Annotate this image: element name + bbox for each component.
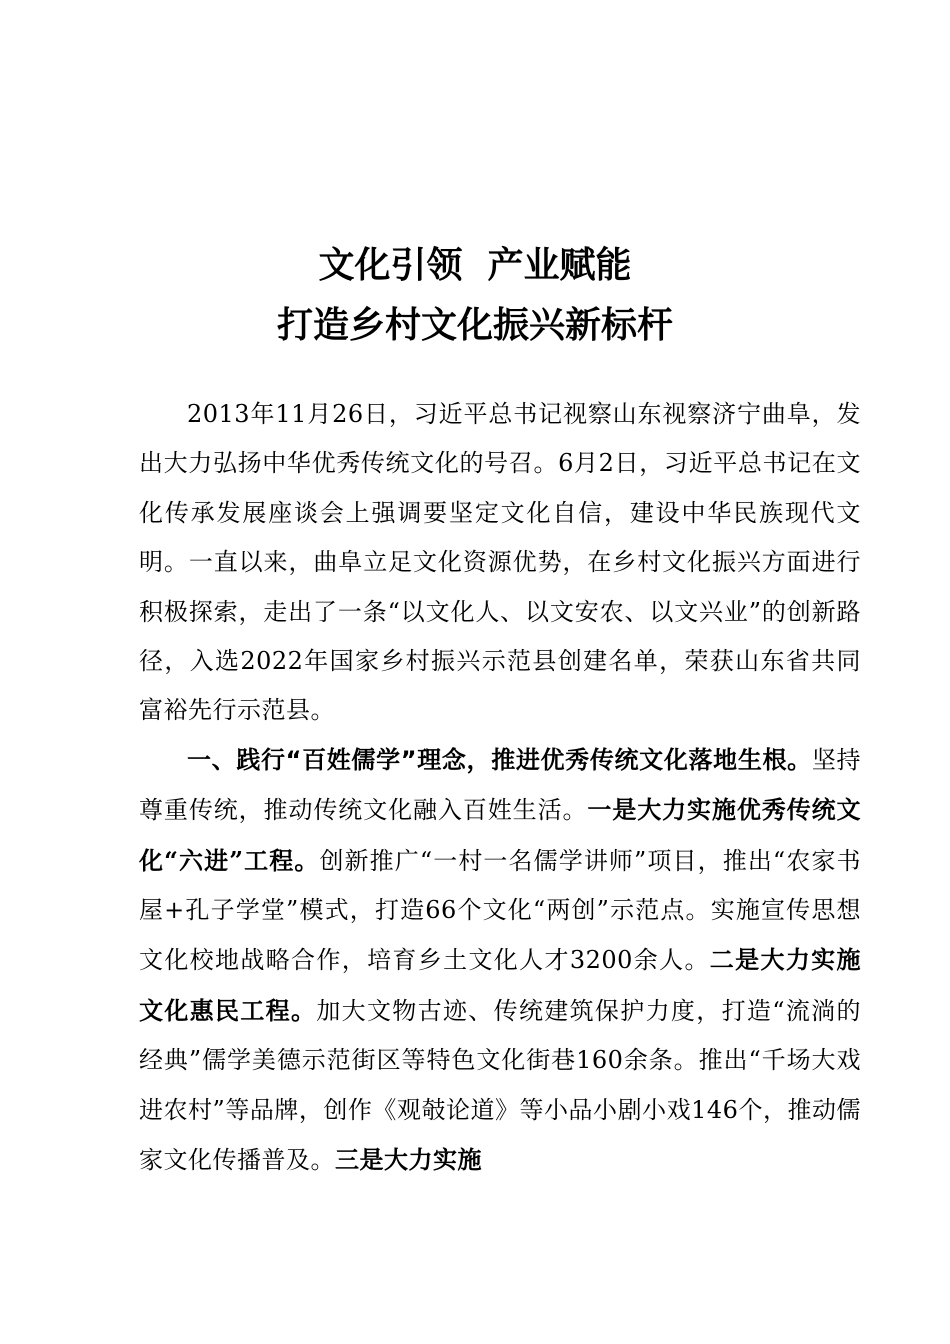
section-heading: 一、践行“百姓儒学”理念，推进优秀传统文化落地生根。 (187, 745, 812, 774)
title-line-1: 文化引领 产业赋能 (318, 245, 632, 286)
bold-point-3: 三是大力实施 (335, 1145, 482, 1175)
document-body (139, 390, 861, 1186)
paragraph-section-1 (139, 736, 861, 1186)
bold-point-1: 一是大力实施优秀传统文化“六进”工程。 (139, 795, 862, 875)
title-line-2: 打造乡村文化振兴新标杆 (276, 305, 673, 346)
paragraph-sentence: 加大文物古迹、传统建筑保护力度，打造“流淌的经典”儒学美德示范街区等特色文化街巷160余条。推出“千场大戏进农村”等品牌，创作《观攲论道》等小品小剧小戏146个，推动儒家文化传播普及。 (139, 996, 861, 1175)
document-title (0, 236, 950, 356)
bold-point-2: 二是大力实施文化惠民工程。 (139, 945, 862, 1025)
paragraph-sentence: 坚持尊重传统，推动传统文化融入百姓生活。 (139, 745, 862, 825)
paragraph-intro: 2013年11月26日，习近平总书记视察山东视察济宁曲阜，发出大力弘扬中华优秀传统文化的号召。6月2日，习近平总书记在文化传承发展座谈会上强调要坚定文化自信，建设中华民族现代文明。一直以来，曲阜立足文化资源优势，在乡村文化振兴方面进行积极探索，走出了一条“以文化人、以文安农、以文兴业”的创新路径，入选2022年国家乡村振兴示范县创建名单，荣获山东省共同富裕先行示范县。 (139, 400, 861, 725)
paragraph-sentence: 创新推广“一村一名儒学讲师”项目，推出“农家书屋+孔子学堂”模式，打造66个文化“两创”示范点。实施宣传思想文化校地战略合作，培育乡土文化人才3200余人。 (139, 846, 862, 975)
